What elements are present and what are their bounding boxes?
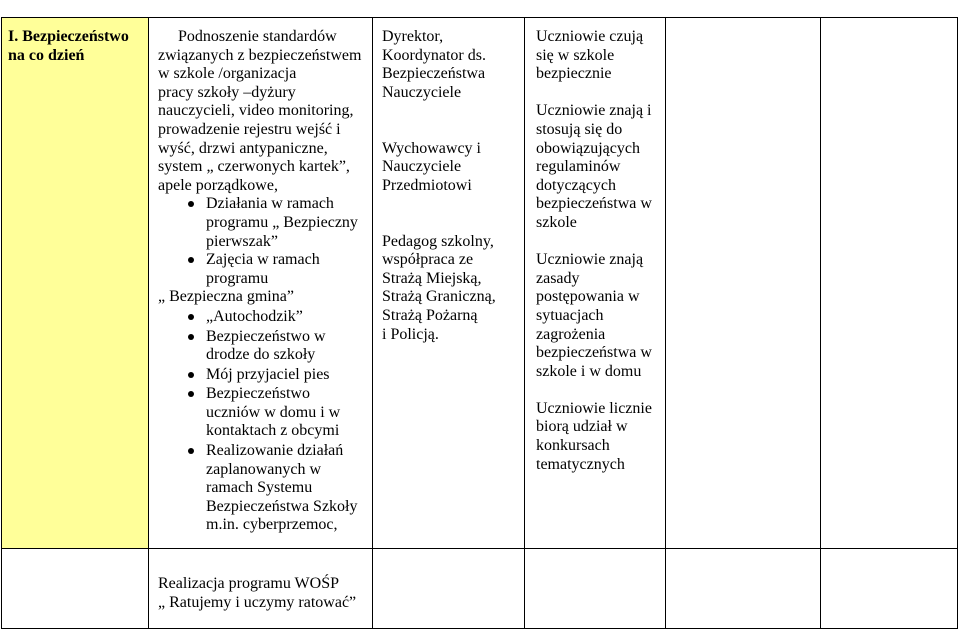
outcome-paragraph: Uczniowie licznie biorą udział w konkursach tematycznych	[536, 399, 652, 473]
empty-cell	[820, 17, 958, 548]
empty-cell	[665, 17, 820, 548]
task-text: Realizacja programu WOŚP „ Ratujemy i uczymy ratować”	[158, 575, 357, 611]
list-item-text: „Autochodzik”	[206, 307, 303, 325]
area-cell	[1, 17, 148, 548]
list-item	[206, 366, 372, 385]
tasks-intro: Podnoszenie standardów związanych z bezpieczeństwem w szkole /organizacja pracy szkoły –dyżury nauczycieli, video monitoring, prowadzenie rejestru wejść i wyść, drzwi antypaniczne, system „ czerwonych kartek”, apele porządkowe,	[158, 28, 362, 194]
outcome-paragraph: Uczniowie znają i stosują się do obowiązujących regulaminów dotyczących bezpieczeństwa w szkole	[536, 102, 652, 231]
list-item-text: Zajęcia w ramach programu	[206, 251, 320, 287]
list-item	[206, 195, 372, 251]
list-item	[206, 328, 372, 365]
outcome-paragraph: Uczniowie znają zasady postępowania w sytuacjach zagrożenia bezpieczeństwa w szkole i w domu	[536, 251, 652, 380]
responsible-paragraph: Dyrektor, Koordynator ds. Bezpieczeństwa Nauczyciele	[382, 28, 486, 101]
tasks-cell	[148, 17, 372, 548]
empty-cell	[524, 548, 665, 629]
bullet-icon	[188, 201, 194, 207]
list-item-text: Bezpieczeństwo w drodze do szkoły	[206, 327, 326, 364]
empty-cell	[372, 548, 524, 629]
tasks-list	[158, 195, 372, 535]
tasks-cell	[148, 548, 372, 629]
bullet-icon	[188, 448, 194, 454]
bullet-icon	[188, 391, 194, 397]
bullet-icon	[188, 314, 194, 320]
list-item	[206, 442, 372, 535]
list-item	[206, 308, 372, 327]
outcome-paragraph: Uczniowie czują się w szkole bezpiecznie	[536, 28, 644, 83]
list-item-text: Realizowanie działań zaplanowanych w ramach Systemu Bezpieczeństwa Szkoły m.in. cyberprzemoc,	[206, 442, 358, 534]
list-item	[206, 385, 372, 441]
list-item-continuation: „ Bezpieczna gmina”	[158, 288, 294, 306]
bullet-icon	[188, 372, 194, 378]
bullet-icon	[188, 334, 194, 340]
list-item-text: Bezpieczeństwo uczniów w domu i w kontaktach z obcymi	[206, 385, 341, 440]
empty-cell	[1, 548, 148, 629]
area-title: I. Bezpieczeństwo na co dzień	[8, 28, 129, 64]
list-item	[158, 251, 372, 307]
list-item-text: Mój przyjaciel pies	[206, 365, 330, 383]
responsible-paragraph: Wychowawcy i Nauczyciele Przedmiotowi	[382, 139, 481, 194]
list-item-text: Działania w ramach programu „ Bezpieczny pierwszak”	[206, 195, 358, 250]
outcomes-cell	[524, 17, 665, 548]
responsible-cell	[372, 17, 524, 548]
responsible-paragraph: Pedagog szkolny, współpraca ze Strażą Miejską, Strażą Graniczną, Strażą Pożarną i Policją.	[382, 232, 496, 343]
empty-cell	[665, 548, 820, 629]
empty-cell	[820, 548, 958, 629]
bullet-icon	[188, 257, 194, 263]
